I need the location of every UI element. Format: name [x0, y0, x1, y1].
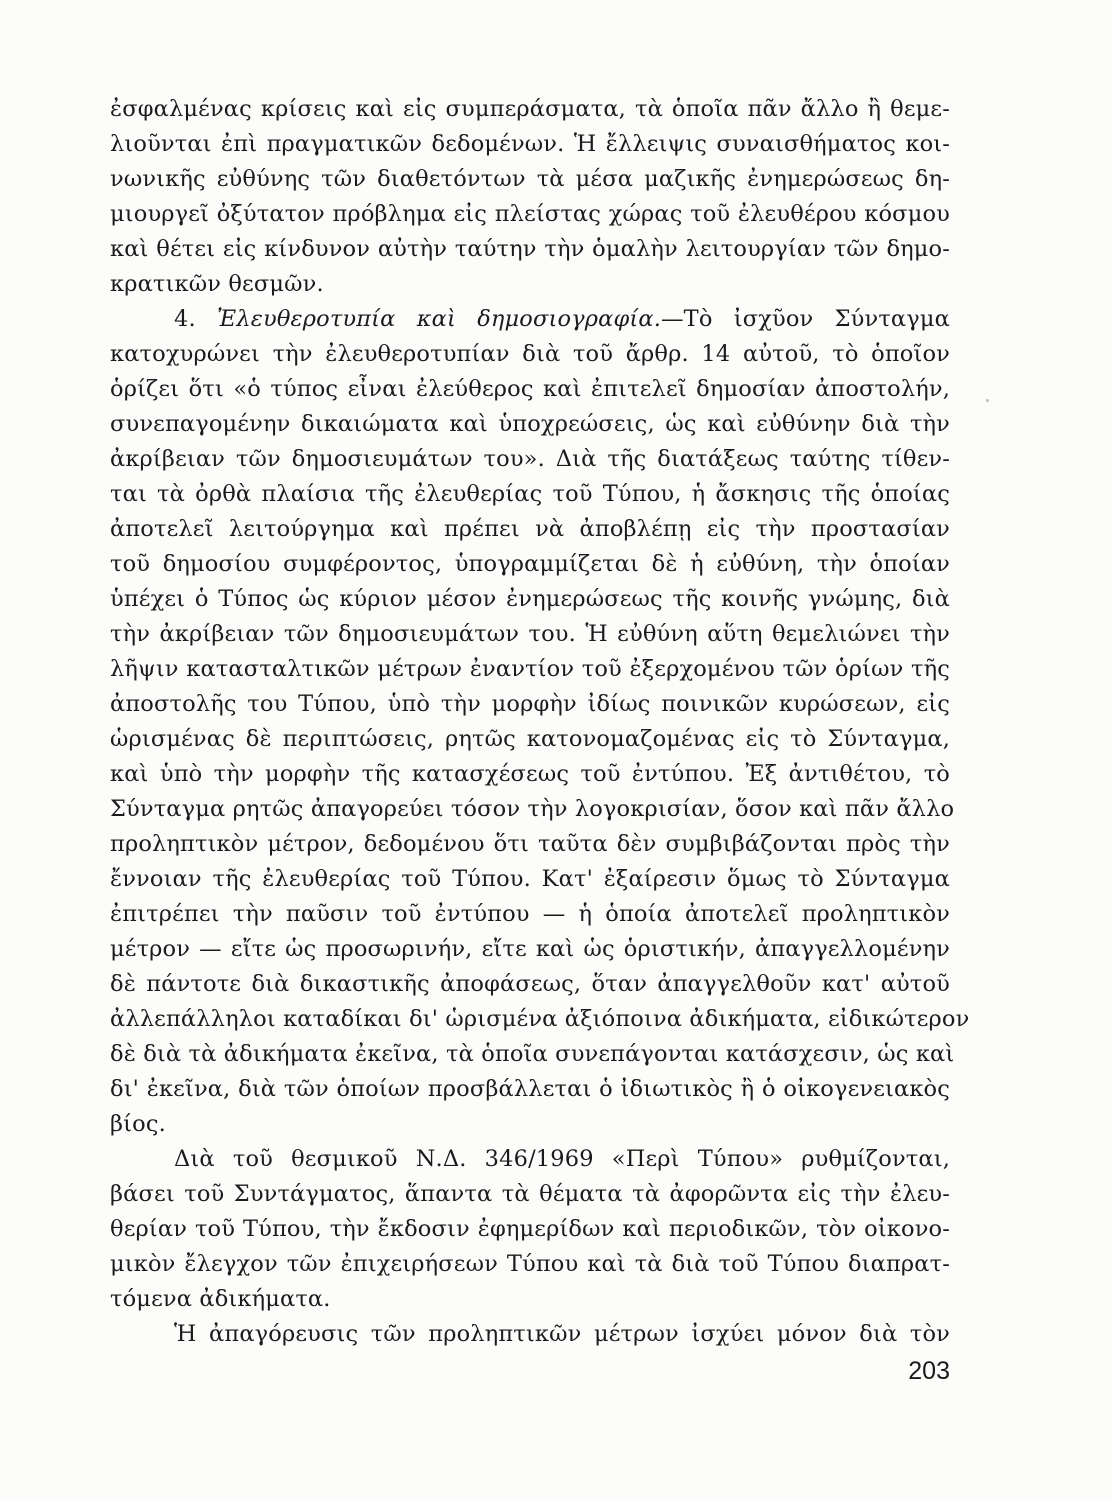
- text-line-17: λῆψιν κατασταλτικῶν μέτρων ἐναντίον τοῦ ἐξερχομένου τῶν ὁρίων τῆς: [110, 656, 950, 682]
- body-text: [110, 92, 970, 1352]
- text-line-31: Διὰ τοῦ θεσμικοῦ Ν.Δ. 346/1969 «Περὶ Τύπου» ρυθμίζονται,: [174, 1146, 950, 1172]
- text-line-15: ὑπέχει ὁ Τύπος ὡς κύριον μέσον ἐνημερώσεως τῆς κοινῆς γνώμης, διὰ: [110, 586, 950, 612]
- text-line-30: βίος.: [110, 1111, 166, 1137]
- text-line-35: τόμενα ἀδικήματα.: [110, 1286, 331, 1312]
- text-line-10: συνεπαγομένην δικαιώματα καὶ ὑποχρεώσεις, ὡς καὶ εὐθύνην διὰ τὴν: [110, 411, 950, 437]
- text-line-29: δι' ἐκεῖνα, διὰ τῶν ὁποίων προσβάλλεται ὁ ἰδιωτικὸς ἢ ὁ οἰκογενειακὸς: [110, 1076, 950, 1102]
- text-line-27: ἀλλεπάλληλοι καταδίκαι δι' ὡρισμένα ἀξιόποινα ἀδικήματα, εἰδικώτερον: [110, 1006, 970, 1032]
- text-line-3: νωνικῆς εὐθύνης τῶν διαθετόντων τὰ μέσα μαζικῆς ἐνημερώσεως δη-: [110, 166, 950, 192]
- text-line-26: δὲ πάντοτε διὰ δικαστικῆς ἀποφάσεως, ὅταν ἀπαγγελθοῦν κατ' αὐτοῦ: [110, 971, 950, 997]
- text-line-22: προληπτικὸν μέτρον, δεδομένου ὅτι ταῦτα δὲν συμβιβάζονται πρὸς τὴν: [110, 831, 950, 857]
- text-line-16: τὴν ἀκρίβειαν τῶν δημοσιευμάτων του. Ἡ εὐθύνη αὕτη θεμελιώνει τὴν: [110, 621, 950, 647]
- text-line-23: ἔννοιαν τῆς ἐλευθερίας τοῦ Τύπου. Κατ' ἐξαίρεσιν ὅμως τὸ Σύνταγμα: [110, 866, 950, 892]
- section-title: Ἐλευθεροτυπία καὶ δημοσιογραφία.: [217, 306, 662, 332]
- section-heading-line: [110, 302, 950, 337]
- text-line-34: μικὸν ἔλεγχον τῶν ἐπιχειρήσεων Τύπου καὶ τὰ διὰ τοῦ Τύπου διαπρατ-: [110, 1251, 950, 1277]
- text-line-28: δὲ διὰ τὰ ἀδικήματα ἐκεῖνα, τὰ ὁποῖα συνεπάγονται κατάσχεσιν, ὡς καὶ: [110, 1041, 955, 1067]
- text-line-18: ἀποστολῆς του Τύπου, ὑπὸ τὴν μορφὴν ἰδίως ποινικῶν κυρώσεων, εἰς: [110, 691, 950, 717]
- text-line-24: ἐπιτρέπει τὴν παῦσιν τοῦ ἐντύπου — ἡ ὁποία ἀποτελεῖ προληπτικὸν: [110, 901, 950, 927]
- text-line-21: Σύνταγμα ρητῶς ἀπαγορεύει τόσον τὴν λογοκρισίαν, ὅσον καὶ πᾶν ἄλλο: [110, 796, 955, 822]
- text-line-25: μέτρον — εἴτε ὡς προσωρινήν, εἴτε καὶ ὡς ὁριστικήν, ἀπαγγελλομένην: [110, 936, 950, 962]
- text-line-11: ἀκρίβειαν τῶν δημοσιευμάτων του». Διὰ τῆς διατάξεως ταύτης τίθεν-: [110, 446, 950, 472]
- text-line-36: Ἡ ἀπαγόρευσις τῶν προληπτικῶν μέτρων ἰσχύει μόνον διὰ τὸν: [174, 1321, 950, 1347]
- text-line-33: θερίαν τοῦ Τύπου, τὴν ἔκδοσιν ἐφημερίδων καὶ περιοδικῶν, τὸν οἰκονο-: [110, 1216, 950, 1242]
- text-line-2: λιοῦνται ἐπὶ πραγματικῶν δεδομένων. Ἡ ἔλλειψις συναισθήματος κοι-: [110, 131, 950, 157]
- text-line-20: καὶ ὑπὸ τὴν μορφὴν τῆς κατασχέσεως τοῦ ἐντύπου. Ἐξ ἀντιθέτου, τὸ: [110, 761, 950, 787]
- text-line-6: κρατικῶν θεσμῶν.: [110, 271, 324, 297]
- section-heading-rest: —Τὸ ἰσχῦον Σύνταγμα: [661, 306, 950, 332]
- page-number: 203: [908, 1357, 950, 1385]
- text-line-1: ἐσφαλμένας κρίσεις καὶ εἰς συμπεράσματα, τὰ ὁποῖα πᾶν ἄλλο ἢ θεμε-: [110, 96, 950, 122]
- paper-speck: [986, 399, 989, 402]
- text-line-9: ὁρίζει ὅτι «ὁ τύπος εἶναι ἐλεύθερος καὶ ἐπιτελεῖ δημοσίαν ἀποστολήν,: [110, 376, 950, 402]
- text-line-4: μιουργεῖ ὀξύτατον πρόβλημα εἰς πλείστας χώρας τοῦ ἐλευθέρου κόσμου: [110, 201, 950, 227]
- text-line-8: κατοχυρώνει τὴν ἐλευθεροτυπίαν διὰ τοῦ ἄρθρ. 14 αὐτοῦ, τὸ ὁποῖον: [110, 341, 950, 367]
- text-line-5: καὶ θέτει εἰς κίνδυνον αὐτὴν ταύτην τὴν ὁμαλὴν λειτουργίαν τῶν δημο-: [110, 236, 950, 262]
- text-line-14: τοῦ δημοσίου συμφέροντος, ὑπογραμμίζεται δὲ ἡ εὐθύνη, τὴν ὁποίαν: [110, 551, 950, 577]
- section-number: 4.: [174, 306, 218, 332]
- text-line-32: βάσει τοῦ Συντάγματος, ἅπαντα τὰ θέματα τὰ ἀφορῶντα εἰς τὴν ἐλευ-: [110, 1181, 950, 1207]
- text-line-13: ἀποτελεῖ λειτούργημα καὶ πρέπει νὰ ἀποβλέπῃ εἰς τὴν προστασίαν: [110, 516, 950, 542]
- text-line-12: ται τὰ ὀρθὰ πλαίσια τῆς ἐλευθερίας τοῦ Τύπου, ἡ ἄσκησις τῆς ὁποίας: [110, 481, 950, 507]
- text-line-19: ὡρισμένας δὲ περιπτώσεις, ρητῶς κατονομαζομένας εἰς τὸ Σύνταγμα,: [110, 726, 950, 752]
